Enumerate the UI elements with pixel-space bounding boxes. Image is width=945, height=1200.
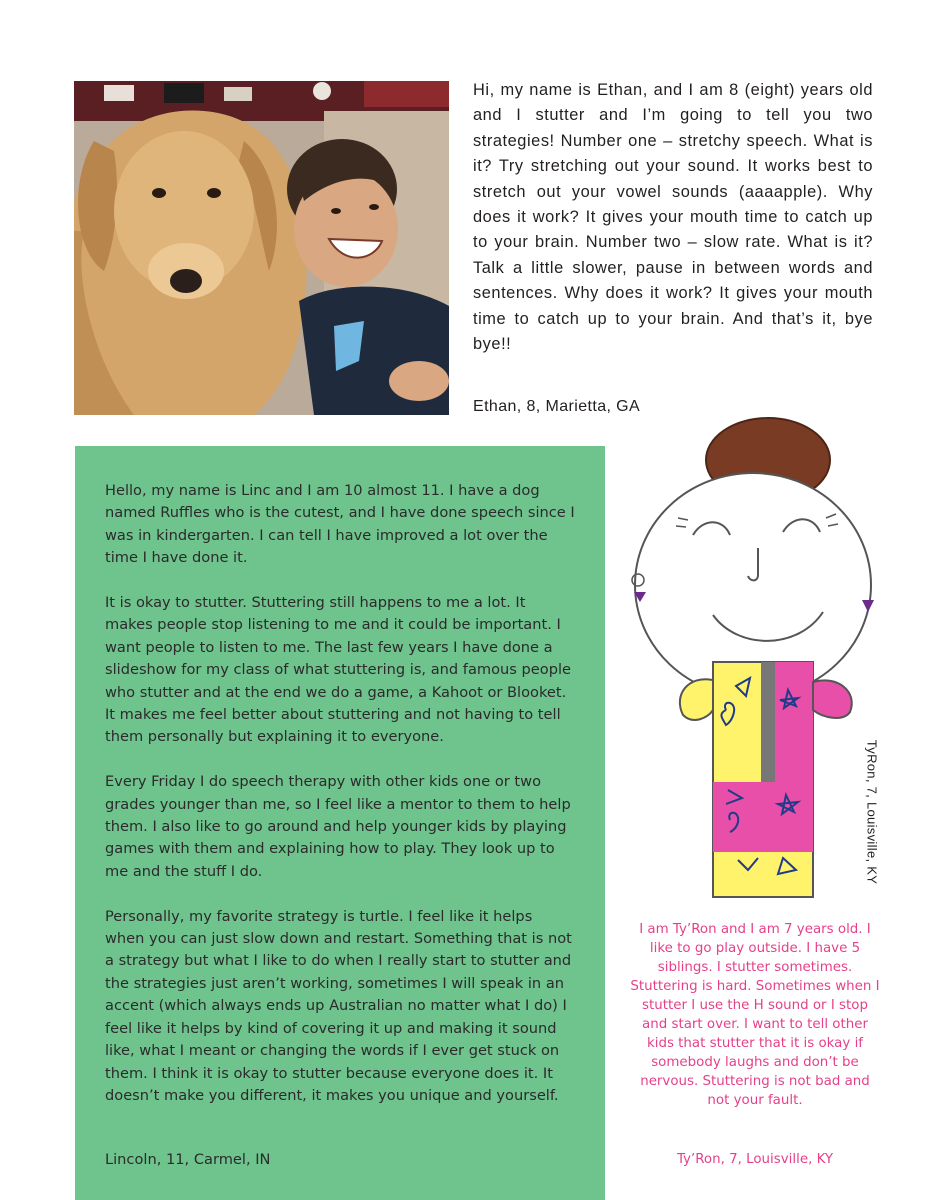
- tyron-story: I am Ty’Ron and I am 7 years old. I like to go play outside. I have 5 siblings. I stutter sometimes. Stuttering is hard. Sometimes when I stutter I use the H sound or I stop and start over. I want to tell other kids that stutter that it is okay if somebody laughs and don’t be nervous. Stuttering is not bad and not your fault.: [630, 922, 880, 1108]
- linc-paragraph-1: Hello, my name is Linc and I am 10 almost 11. I have a dog named Ruffles who is the cutest, and I have done speech since I was in kindergarten. I can tell I have improved a lot over the time I have done it.: [105, 482, 575, 567]
- linc-paragraph-3: Every Friday I do speech therapy with other kids one or two grades younger than me, so I feel like a mentor to them to help them. I also like to go around and help younger kids by playing games with them and explaining how to play. They look up to me and the stuff I do.: [105, 773, 571, 880]
- tyron-signature: Ty’Ron, 7, Louisville, KY: [676, 1152, 834, 1167]
- linc-paragraph-4: Personally, my favorite strategy is turtle. I feel like it helps when you can just slow down and restart. Something that is not a strategy but what I like to do when I really start to stutter and the strategies just aren’t working, sometimes I will speak in an accent (which always ends up Australian no matter what I do) I feel like it helps by kind of covering it up and making it sound like, what I meant or changing the words if I ever get stuck on them. I think it is okay to stutter because everyone does it. It doesn’t make you different, it makes you unique and yourself.: [105, 907, 572, 1104]
- ethan-dog-photo: [74, 81, 449, 415]
- linc-signature: Lincoln, 11, Carmel, IN: [105, 1151, 271, 1168]
- linc-story: [105, 480, 575, 1130]
- linc-paragraph-2: It is okay to stutter. Stuttering still happens to me a lot. It makes people stop listening to me and it could be important. I want people to listen to me. The last few years I have done a slideshow for my class of what stuttering is, and famous people who stutter and at the end we do a game, a Kahoot or Blooket. It makes me feel better about stuttering and not having to tell them personally but explaining it to everyone.: [105, 594, 571, 746]
- tyron-drawing: [618, 400, 878, 900]
- ethan-signature: Ethan, 8, Marietta, GA: [473, 398, 641, 415]
- ethan-story: Hi, my name is Ethan, and I am 8 (eight) years old and I stutter and I’m going to tell you two strategies! Number one – stretchy speech. What is it? Try stretching out your sound. It works best to stretch out your vowel sounds (aaaapple). Why does it work? It gives your mouth time to catch up to your brain. Number two – slow rate. What is it? Talk a little slower, pause in between words and sentences. Why does it work? It gives your mouth time to catch up to your brain. And that’s it, bye bye!!: [473, 81, 873, 354]
- drawing-caption: TyRon, 7, Louisville, KY: [864, 739, 880, 885]
